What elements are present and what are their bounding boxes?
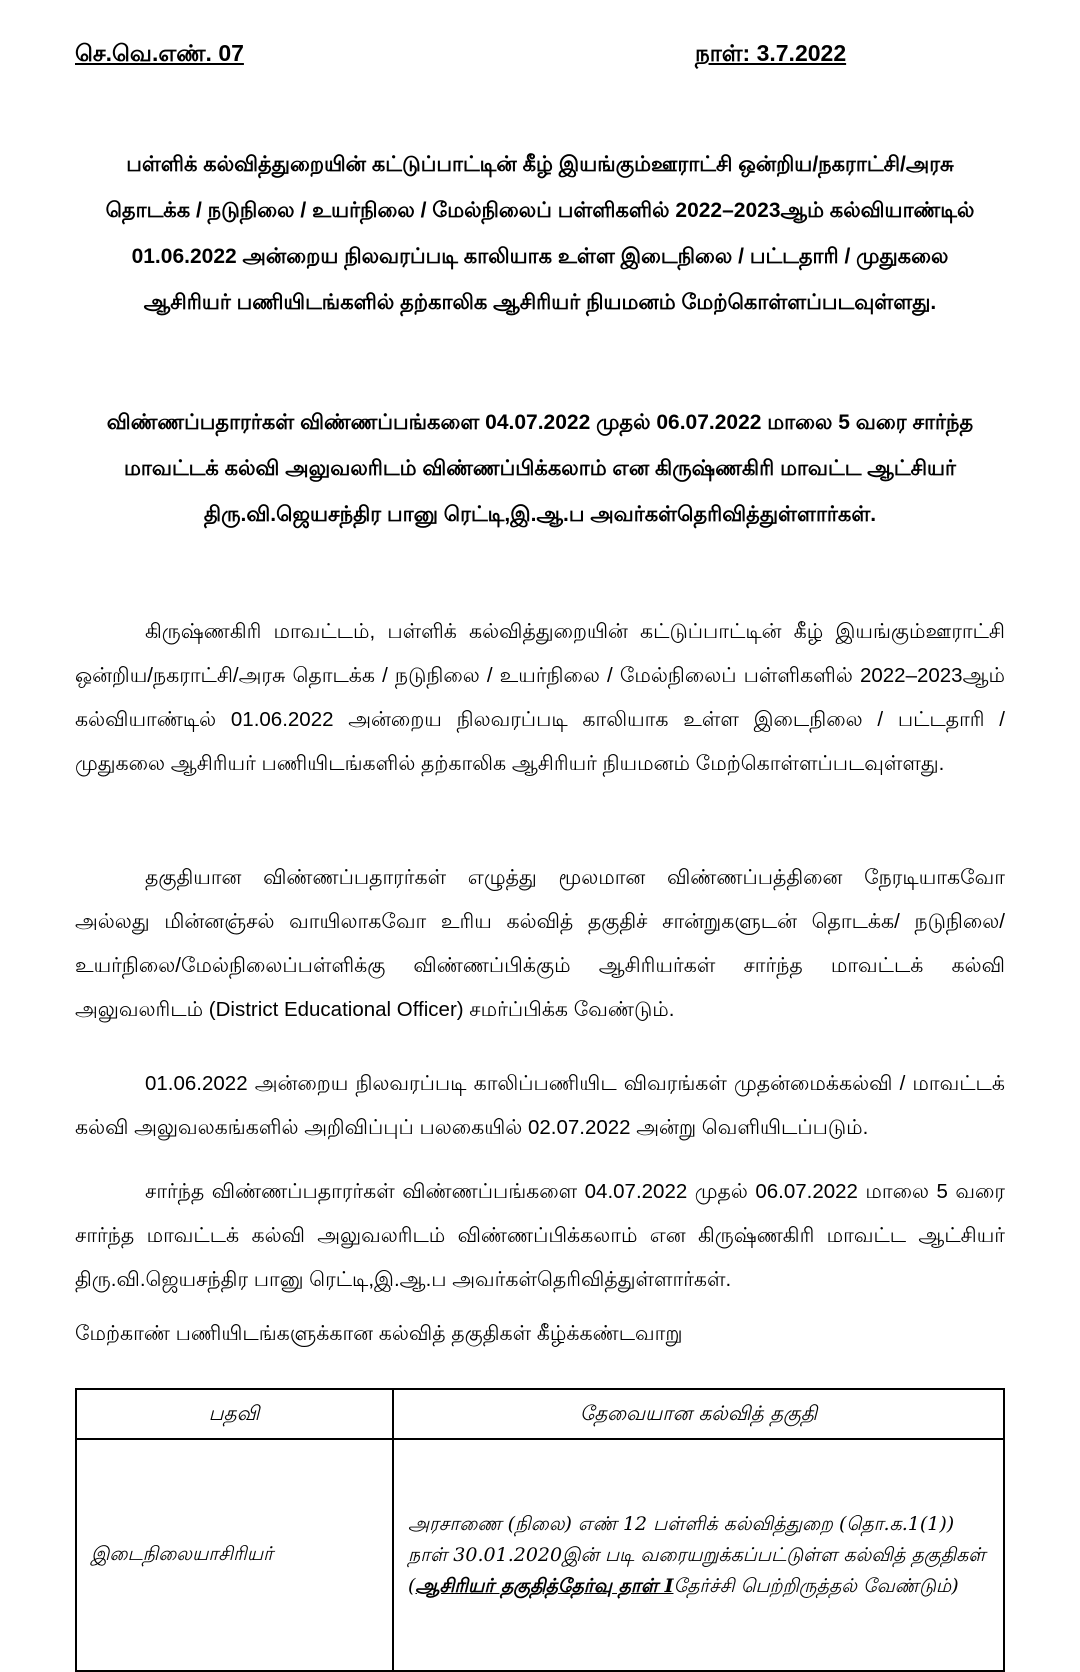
headline-line: பள்ளிக் கல்வித்துறையின் கட்டுப்பாட்டின் கீழ் இயங்கும்ஊராட்சி ஒன்றிய/நகராட்சி/அரசு xyxy=(126,153,954,176)
subhead-line: விண்ணப்பதாரர்கள் விண்ணப்பங்களை 04.07.2022 முதல் 06.07.2022 மாலை 5 வரை சார்ந்த xyxy=(106,411,974,434)
subheadline xyxy=(60,400,1020,538)
paragraph-text: தகுதியான விண்ணப்பதாரர்கள் எழுத்து மூலமான விண்ணப்பத்தினை நேரடியாகவோ அல்லது மின்னஞ்சல் வாயிலாகவோ உரிய கல்வித் தகுதிச் சான்றுகளுடன் தொடக்க/ நடுநிலை/உயர்நிலை/மேல்நிலைப்பள்ளிக்கு விண்ணப்பிக்கும் ஆசிரியர்கள் சார்ந்த மாவட்டக் கல்வி அலுவலரிடம் (District Educational Officer) சமர்ப்பிக்க வேண்டும். xyxy=(75,866,1005,1021)
paragraph-vacancy-notice xyxy=(75,610,1005,786)
paragraph-vacancy-details xyxy=(75,1062,1005,1150)
release-date: நாள்: 3.7.2022 xyxy=(695,40,847,66)
qualification-text-end: தேர்ச்சி பெற்றிருத்தல் வேண்டும்) xyxy=(673,1574,959,1597)
qualification-text: அரசாணை (நிலை) எண் 12 பள்ளிக் கல்வித்துறை (தொ.க.1(1)) நாள் 30.01.2020இன் படி வரையறுக்கப்பட்டுள்ள கல்வித் தகுதிகள் ( xyxy=(408,1512,986,1597)
press-release-number: செ.வெ.எண். 07 xyxy=(75,40,244,66)
subhead-line: திரு.வி.ஜெயசந்திர பானு ரெட்டி,இ.ஆ.ப அவர்கள்தெரிவித்துள்ளார்கள். xyxy=(203,503,877,526)
paragraph-application-method xyxy=(75,856,1005,1032)
table-header-row xyxy=(76,1389,1004,1439)
paragraph-qualifications-intro: மேற்காண் பணியிடங்களுக்கான கல்வித் தகுதிகள் கீழ்க்கண்டவாறு xyxy=(75,1322,683,1345)
paragraph-text: 01.06.2022 அன்றைய நிலவரப்படி காலிப்பணியிட விவரங்கள் முதன்மைக்கல்வி / மாவட்டக் கல்வி அலுவலகங்களில் அறிவிப்புப் பலகையில் 02.07.2022 அன்று வெளியிடப்படும். xyxy=(75,1072,1005,1139)
paragraph-text: கிருஷ்ணகிரி மாவட்டம், பள்ளிக் கல்வித்துறையின் கட்டுப்பாட்டின் கீழ் இயங்கும்ஊராட்சி ஒன்றிய/நகராட்சி/அரசு தொடக்க / நடுநிலை / உயர்நிலை / மேல்நிலைப் பள்ளிகளில் 2022–2023ஆம் கல்வியாண்டில் 01.06.2022 அன்றைய நிலவரப்படி காலியாக உள்ள இடைநிலை / பட்டதாரி / முதுகலை ஆசிரியர் பணியிடங்களில் தற்காலிக ஆசிரியர் நியமனம் மேற்கொள்ளப்படவுள்ளது. xyxy=(75,620,1005,775)
column-header-qualification: தேவையான கல்வித் தகுதி xyxy=(393,1389,1004,1439)
paragraph-text: சார்ந்த விண்ணப்பதாரர்கள் விண்ணப்பங்களை 04.07.2022 முதல் 06.07.2022 மாலை 5 வரை சார்ந்த மாவட்டக் கல்வி அலுவலரிடம் விண்ணப்பிக்கலாம் என கிருஷ்ணகிரி மாவட்ட ஆட்சியர் திரு.வி.ஜெயசந்திர பானு ரெட்டி,இ.ஆ.ப அவர்கள்தெரிவித்துள்ளார்கள். xyxy=(75,1180,1005,1291)
headline-line: 01.06.2022 அன்றைய நிலவரப்படி காலியாக உள்ள இடைநிலை / பட்டதாரி / முதுகலை xyxy=(131,245,949,268)
post-cell: இடைநிலையாசிரியர் xyxy=(76,1439,393,1671)
headline xyxy=(60,142,1020,326)
qualification-emphasis: ஆசிரியர் தகுதித்தேர்வு தாள் I xyxy=(415,1574,674,1597)
qualifications-table xyxy=(75,1388,1005,1672)
paragraph-application-dates xyxy=(75,1170,1005,1302)
headline-line: ஆசிரியர் பணியிடங்களில் தற்காலிக ஆசிரியர் நியமனம் மேற்கொள்ளப்படவுள்ளது. xyxy=(143,291,937,314)
qualification-cell xyxy=(393,1439,1004,1671)
column-header-post: பதவி xyxy=(76,1389,393,1439)
headline-line: தொடக்க / நடுநிலை / உயர்நிலை / மேல்நிலைப் பள்ளிகளில் 2022–2023ஆம் கல்வியாண்டில் xyxy=(105,199,975,222)
subhead-line: மாவட்டக் கல்வி அலுவலரிடம் விண்ணப்பிக்கலாம் என கிருஷ்ணகிரி மாவட்ட ஆட்சியர் xyxy=(124,457,956,480)
table-row xyxy=(76,1439,1004,1671)
